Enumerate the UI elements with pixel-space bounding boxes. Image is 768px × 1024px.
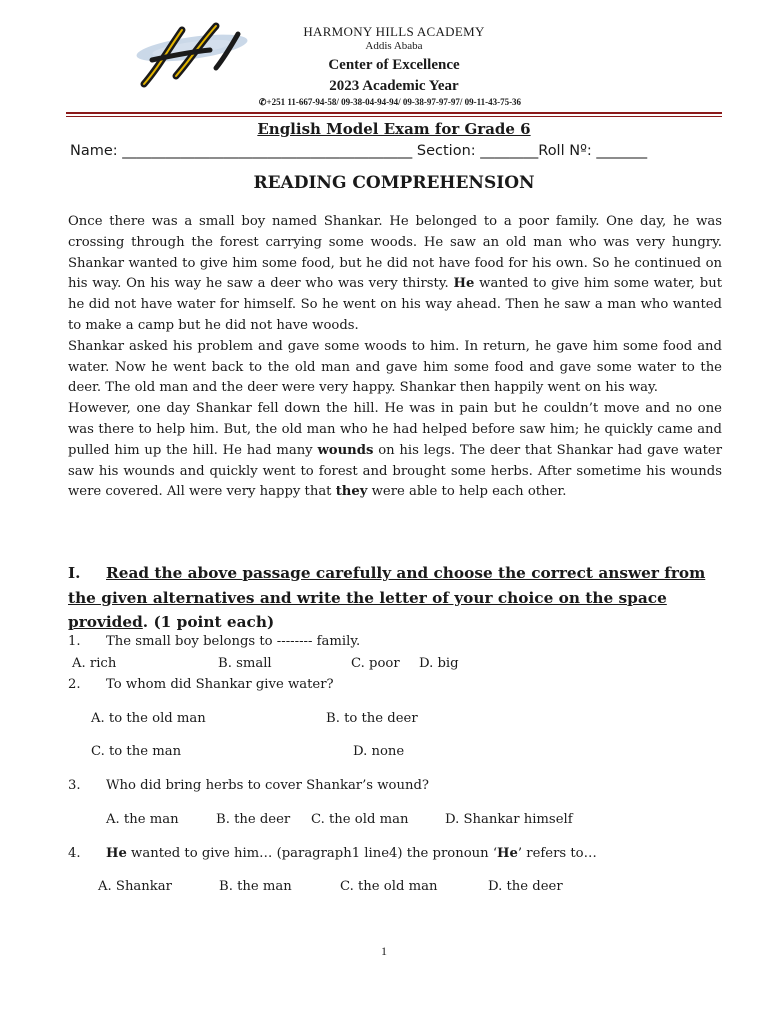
reading-passage [68,212,722,503]
question-text: To whom did Shankar give water? [106,677,334,692]
q1-option-c: C. poor [351,656,400,671]
instruction-points: . (1 point each) [142,613,275,631]
phone-list: +251 11-667-94-58/ 09-38-04-94-94/ 09-38-97-97-97/ 09-11-43-75-36 [266,97,522,107]
question-text: The small boy belongs to -------- family. [106,634,361,649]
passage-paragraph-1: Once there was a small boy named Shankar. He belonged to a poor family. One day, he was crossing through the forest carrying some woods. He saw an old man who was very hungry. Shankar wanted to give him some food, but he did not have food for his own. So he continued on his way. On his way he saw a deer who was very thirsty. He wanted to give him some water, but he did not have water for himself. So he went on his way ahead. Then he saw a man who wanted to make a camp but he did not have woods. [68,214,723,333]
q3-option-c: C. the old man [311,812,409,827]
name-label: Name: [70,143,118,159]
question-pronoun-quoted: He [497,846,518,861]
question-3 [68,778,429,793]
question-text: Who did bring herbs to cover Shankar’s wound? [106,778,429,793]
q4-option-d: D. the deer [488,879,563,894]
name-blank[interactable]: ________________________________________ [122,143,413,159]
section-blank[interactable]: ________ [480,143,539,159]
q3-option-a: A. the man [106,812,179,827]
roll-blank[interactable]: _______ [596,143,648,159]
school-name: HARMONY HILLS ACADEMY [303,24,485,39]
school-motto: Center of Excellence [328,57,460,73]
academic-year: 2023 Academic Year [329,78,459,94]
q2-option-c: C. to the man [91,744,182,759]
question-1 [68,634,360,649]
exam-title: English Model Exam for Grade 6 [257,120,531,138]
student-info-line [70,143,722,159]
question-number: 3. [68,778,81,793]
question-4 [68,846,597,861]
q1-option-d: D. big [419,656,459,671]
question-number: 4. [68,846,81,861]
q1-option-b: B. small [218,656,272,671]
header-rule-thin [66,116,722,117]
question-number: 1. [68,634,81,649]
q2-option-b: B. to the deer [326,711,418,726]
q3-option-b: B. the deer [216,812,291,827]
q4-option-b: B. the man [219,879,292,894]
q1-option-a: A. rich [72,656,117,671]
phone-numbers [180,97,600,108]
instruction-text: Read the above passage carefully and choose the correct answer from the given alternatives and write the letter of your choice on the space provided [68,564,706,631]
school-city: Addis Ababa [365,40,423,52]
phone-icon: ✆ [258,97,267,107]
page-number: 1 [381,944,387,958]
roll-label: Roll Nº: [538,143,592,159]
q2-option-d: D. none [353,744,405,759]
section-title: READING COMPREHENSION [253,173,535,193]
question-number: 2. [68,677,81,692]
q4-option-a: A. Shankar [98,879,172,894]
q2-option-a: A. to the old man [91,711,206,726]
q3-option-d: D. Shankar himself [445,812,573,827]
question-text: wanted to give him… (paragraph1 line4) the pronoun ‘ [126,846,498,861]
instruction-number: I. [68,564,81,582]
section-label: Section: [416,143,476,159]
header-rule-thick [66,112,722,114]
passage-paragraph-3: However, one day Shankar fell down the hill. He was in pain but he couldn’t move and no one was there to help him. But, the old man who he had helped before saw him; he quickly came and pulled him up the hill. He had many wounds on his legs. The deer that Shankar had gave water saw his wounds and quickly went to forest and brought some herbs. After sometime his wounds were covered. All were very happy that they were able to help each other. [68,401,722,500]
question-text-end: ’ refers to… [517,846,597,861]
passage-paragraph-2: Shankar asked his problem and gave some woods to him. In return, he gave him some food and water. Now he went back to the old man and gave him some food and gave some water to the deer. The old man and the deer were very happy. Shankar then happily went on his way. [68,338,722,396]
q4-option-c: C. the old man [340,879,438,894]
question-2 [68,677,334,692]
instruction-heading [68,561,722,635]
question-pronoun: He [106,846,127,861]
